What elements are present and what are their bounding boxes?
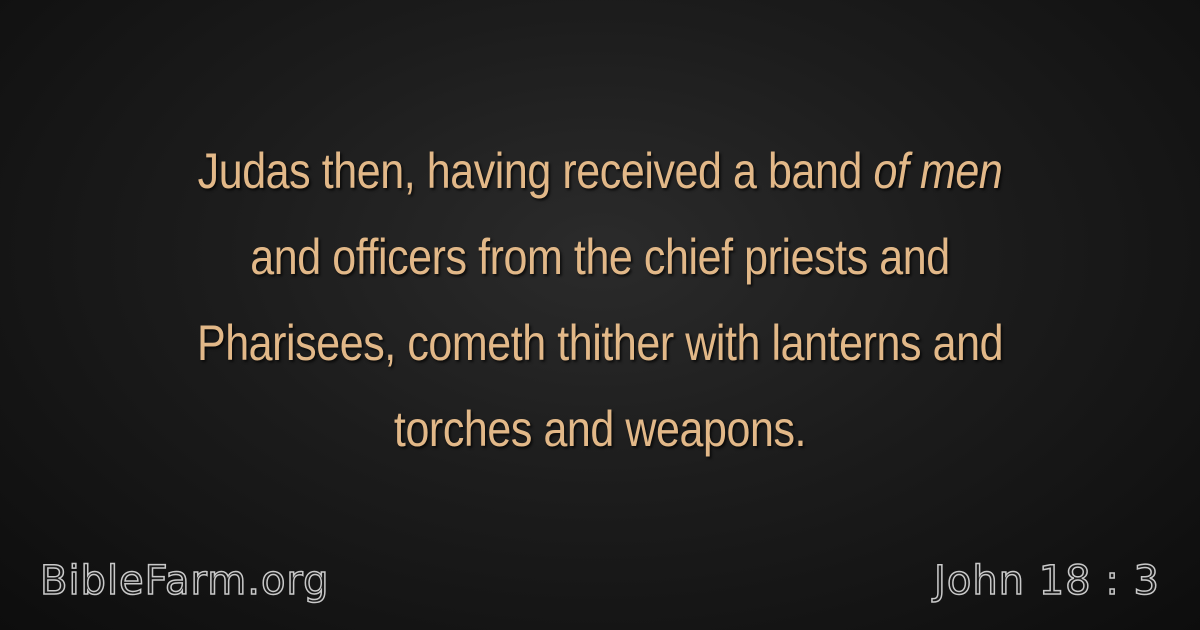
verse-text: [118, 128, 1081, 472]
verse-line-4: torches and weapons.: [393, 401, 807, 457]
verse-line-1: [118, 128, 1081, 214]
verse-reference: John 18 : 3: [934, 558, 1160, 604]
verse-line-1-text: Judas then, having received a band: [197, 143, 874, 199]
verse-line-3: Pharisees, cometh thither with lanterns and: [196, 315, 1004, 371]
verse-italic-phrase: of men: [873, 143, 1003, 199]
site-name: BibleFarm.org: [40, 558, 330, 604]
verse-line-2: and officers from the chief priests and: [250, 229, 950, 285]
